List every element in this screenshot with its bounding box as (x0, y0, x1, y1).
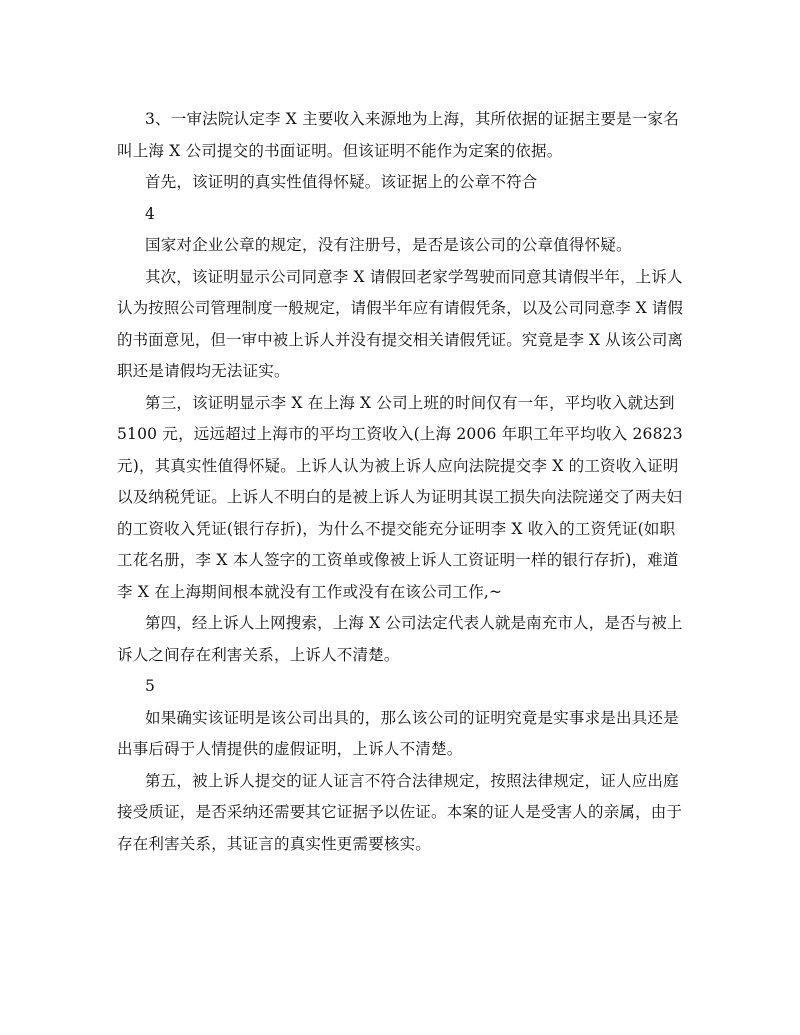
text-line: 叫上海 X 公司提交的书面证明。但该证明不能作为定案的依据。 (117, 141, 563, 160)
paragraph-third-point (117, 388, 683, 609)
text-line: 第三，该证明显示李 X 在上海 X 公司上班的时间仅有一年，平均收入就达到 (145, 393, 675, 412)
text-line: 如果确实该证明是该公司出具的，那么该公司的证明究竟是实事求是出具还是 (145, 708, 679, 727)
text-line: 认为按照公司管理制度一般规定，请假半年应有请假凭条，以及公司同意李 X 请假 (117, 299, 683, 317)
paragraph-second-point (117, 262, 683, 388)
text-line: 首先，该证明的真实性值得怀疑。该证据上的公章不符合 (145, 173, 538, 191)
page-number: 4 (145, 204, 156, 223)
paragraph-certificate-doubt (117, 703, 683, 766)
text-line: 的工资收入凭证(银行存折)，为什么不提交能充分证明李 X 收入的工资凭证(如职 (117, 519, 676, 538)
page-number-4 (117, 199, 683, 231)
text-line: 的书面意见，但一审中被上诉人并没有提交相关请假凭证。究竟是李 X 从该公司离 (117, 330, 683, 349)
text-line: 元)，其真实性值得怀疑。上诉人认为被上诉人应向法院提交李 X 的工资收入证明 (117, 456, 679, 475)
text-line: 第五，被上诉人提交的证人证言不符合法律规定，按照法律规定，证人应出庭 (145, 771, 679, 790)
paragraph-first-point (117, 167, 683, 199)
text-line: 接受质证，是否采纳还需要其它证据予以佐证。本案的证人是受害人的亲属，由于 (117, 803, 683, 821)
page-number: 5 (145, 677, 156, 695)
page-number-5 (117, 671, 683, 703)
paragraph-fourth-point (117, 608, 683, 671)
text-line: 其次，该证明显示公司同意李 X 请假回老家学驾驶而同意其请假半年，上诉人 (145, 267, 683, 286)
text-line: 国家对企业公章的规定，没有注册号，是否是该公司的公章值得怀疑。 (145, 236, 632, 254)
text-line: 5100 元，远远超过上海市的平均工资收入(上海 2006 年职工年平均收入 26823 (117, 425, 683, 443)
text-line: 以及纳税凭证。上诉人不明白的是被上诉人为证明其误工损失向法院递交了两夫妇 (117, 488, 683, 506)
text-line: 3、一审法院认定李 X 主要收入来源地为上海，其所依据的证据主要是一家名 (145, 110, 679, 128)
paragraph-court-finding (117, 104, 683, 167)
text-line: 存在利害关系，其证言的真实性更需要核实。 (117, 834, 432, 853)
text-line: 出事后碍于人情提供的虚假证明，上诉人不清楚。 (117, 740, 463, 758)
document-body (117, 104, 683, 860)
paragraph-seal-continuation (117, 230, 683, 262)
text-line: 李 X 在上海期间根本就没有工作或没有在该公司工作,~ (117, 582, 503, 601)
text-line: 第四，经上诉人上网搜索，上海 X 公司法定代表人就是南充市人，是否与被上 (145, 614, 683, 632)
text-line: 工花名册，李 X 本人签字的工资单或像被上诉人工资证明一样的银行存折)，难道 (117, 551, 679, 569)
text-line: 职还是请假均无法证实。 (117, 362, 290, 380)
paragraph-fifth-point (117, 766, 683, 861)
text-line: 诉人之间存在利害关系，上诉人不清楚。 (117, 645, 400, 664)
